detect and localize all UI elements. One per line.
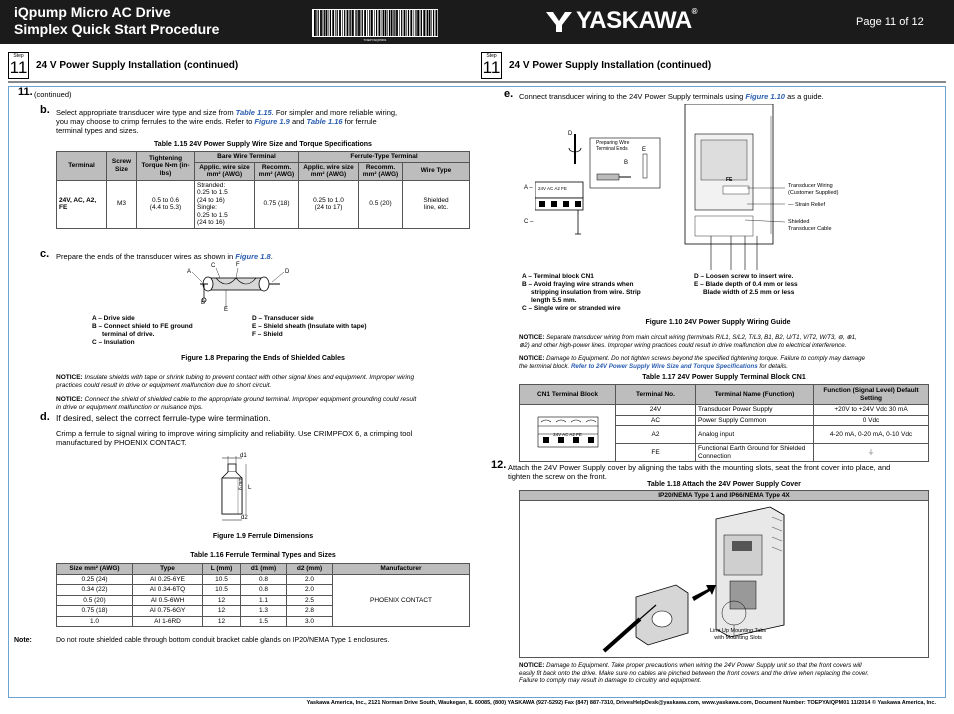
cell-torque: 0.5 to 0.6 (4.4 to 5.3) [137, 180, 195, 228]
barcode-bar [330, 10, 331, 36]
th-cn1: CN1 Terminal Block [520, 385, 616, 405]
item-11-text: (continued) [34, 90, 72, 99]
fig110-shielded-cable: Shielded Transducer Cable [788, 219, 832, 232]
fig18-label-d: D [285, 269, 290, 275]
fig18-label-e: E [224, 307, 229, 313]
figure-1-10-wiring-guide [535, 104, 805, 272]
barcode-bar [423, 10, 425, 36]
divider [8, 81, 946, 83]
cell-applic-ferrule: 0.25 to 1.0 (24 to 17) [299, 180, 359, 228]
th-type: Type [133, 564, 203, 575]
barcode-bar [385, 10, 387, 36]
th-applic-ferrule: Applic. wire size mm² (AWG) [299, 162, 359, 180]
barcode-bar [344, 10, 345, 36]
table-row: 0.34 (22) AI 0.34-6TQ 10.5 0.8 2.0 [57, 585, 470, 596]
th-d1: d1 (mm) [241, 564, 287, 575]
barcode-bar [326, 10, 328, 36]
th-ferrule: Ferrule-Type Terminal [299, 152, 470, 163]
step-title-left: 24 V Power Supply Installation (continued) [36, 60, 239, 71]
th-function: Function (Signal Level) Default Setting [814, 385, 929, 405]
fig18-legend-right: D – Transducer side E – Shield sheath (Insulate with tape) F – Shield [252, 315, 367, 338]
table-1-15-caption: Table 1.15 24V Power Supply Wire Size and Torque Specifications [154, 141, 372, 148]
barcode-bar [393, 10, 394, 36]
barcode-bar [431, 10, 432, 36]
th-wiretype: Wire Type [403, 162, 470, 180]
fig18-label-a: A [187, 269, 192, 275]
th-terminal: Terminal [57, 152, 107, 181]
ground-icon: ⏚ [814, 444, 929, 462]
table-1-18 [519, 490, 929, 658]
barcode-bar [396, 10, 398, 36]
barcode-bar [361, 10, 362, 36]
notice-4: NOTICE: Damage to Equipment. Do not tighten screws beyond the specified tightening torque. Failure to comply may damage the terminal block. Refer to 24V Power Supply Wire Size and Torque Specifications for details. [519, 355, 865, 370]
barcode-bar [369, 10, 370, 36]
step-e-line: Connect transducer wiring to the 24V Power Supply terminals using Figure 1.10 as a guide. [519, 92, 824, 101]
t18-callout-label: Line Up Mounting Tabs with Mounting Slots [710, 628, 767, 641]
fig110-label-d: D [568, 131, 573, 137]
step-d-letter: d. [40, 411, 50, 423]
cell-applic: Stranded: 0.25 to 1.5 (24 to 16) Single: 0.25 to 1.5 (24 to 16) [195, 180, 255, 228]
fig110-label-e: E [642, 147, 647, 153]
step-number: 11 [482, 58, 501, 77]
step-number: 11 [9, 58, 28, 77]
step-box-right [481, 52, 502, 79]
notice-1: NOTICE: Insulate shields with tape or shrink tubing to prevent contact with other signal lines and equipment. Improper wiring practices could result in drive or equipment malfunction due to short circuit. [56, 374, 415, 389]
figure-1-8-caption: Figure 1.8 Preparing the Ends of Shielded Cables [181, 355, 345, 362]
barcode-bar [427, 10, 428, 36]
table-1-16 [56, 563, 470, 627]
barcode-bar [358, 10, 360, 36]
fig110-label-b: B [624, 160, 629, 166]
table-row: 0.5 (20) AI 0.5-6WH 12 1.1 2.5 [57, 595, 470, 606]
table-row: 24V AC A2 FE 24V Transducer Power Supply +20V to +24V Vdc 30 mA [520, 405, 929, 416]
barcode-bar [367, 10, 368, 36]
barcode-bar [389, 10, 390, 36]
barcode-bar [314, 10, 316, 36]
page-footer: Yaskawa America, Inc., 2121 Norman Drive South, Waukegan, IL 60085, (800) YASKAWA (927-5292) Fax (847) 887-7310, DrivesHelpDesk@yaskawa.com, www.yaskawa.com, Document Number: TOEPYAIQPM01 11/2014 © Yaskawa America, Inc. [306, 700, 936, 706]
th-manufacturer: Manufacturer [333, 564, 470, 575]
th-applic: Applic. wire size mm² (AWG) [195, 162, 255, 180]
barcode-bar [415, 10, 416, 36]
barcode-text: TOEPYAIQPM01 [363, 38, 387, 42]
barcode-bar [406, 10, 407, 36]
barcode-bar [356, 10, 357, 36]
logo-text: YASKAWA [576, 7, 692, 34]
yaskawa-logo [546, 7, 697, 35]
step-b-line3: terminal types and sizes. [56, 126, 139, 135]
barcode-bar [421, 10, 422, 36]
barcode-bar [320, 10, 322, 36]
barcode-bar [379, 10, 381, 36]
fig110-fe-label: FE [726, 177, 733, 183]
barcode-bar [337, 10, 338, 36]
barcode-bar [420, 10, 421, 36]
fig110-legend-right: D – Loosen screw to insert wire. E – Blade depth of 0.4 mm or less Blade width of 2.5 mm or less [694, 273, 798, 296]
barcode-bar [324, 10, 325, 36]
step-title-right: 24 V Power Supply Installation (continued) [509, 60, 712, 71]
barcode [312, 9, 438, 37]
step-b-line1: Select appropriate transducer wire type and size from Table 1.15. For simpler and more reliable wiring, [56, 108, 398, 117]
table-row: 1.0 AI 1-6RD 12 1.5 3.0 [57, 616, 470, 627]
th-recomm-ferrule: Recomm. mm² (AWG) [359, 162, 403, 180]
cell-recomm-ferrule: 0.5 (20) [359, 180, 403, 228]
th-torque: Tightening Torque N•m (in-lbs) [137, 152, 195, 181]
th-screw: Screw Size [107, 152, 137, 181]
barcode-bar [414, 10, 415, 36]
barcode-bar [417, 10, 419, 36]
table-row: AC Power Supply Common 0 Vdc [520, 415, 929, 426]
step-e-letter: e. [504, 88, 514, 100]
step-d-para: Crimp a ferrule to signal wiring to improve wiring simplicity and reliability. Use CRIMPFOX 6, a crimping tool manufactured by PHOENIX CONTACT. [56, 429, 413, 447]
fig18-label-b: B [201, 300, 206, 306]
barcode-bar [408, 10, 409, 36]
notice-5: NOTICE: Damage to Equipment. Take proper precautions when wiring the 24V Power Supply unit so that the front covers will easily fit back onto the drive. Make sure no cables are pinched between the front covers and the drive when replacing the cover. Failure to comply may result in damage to circuitry and equipment. [519, 662, 869, 684]
th-terminal-name: Terminal Name (Function) [696, 385, 814, 405]
fig19-d1-label: d1 [240, 453, 247, 459]
table-row: A2 Analog input 4-20 mA, 0-20 mA, 0-10 Vdc [520, 426, 929, 444]
step-box-left [8, 52, 29, 79]
fig110-terminals: 24V AC A2 FE [538, 186, 567, 191]
step-b-line2: you may choose to crimp ferrules to the wire ends. Refer to Figure 1.9 and Table 1.16 for ferrule [56, 117, 377, 126]
figure-1-9-link[interactable]: Figure 1.9 [254, 117, 290, 126]
barcode-bar [318, 10, 319, 36]
barcode-bar [391, 10, 393, 36]
fig110-strain-relief: — Strain Relief [788, 202, 825, 208]
barcode-bar [316, 10, 317, 36]
fig110-transducer-wiring: Transducer Wiring (Customer Supplied) [788, 183, 839, 196]
cell-screw: M3 [107, 180, 137, 228]
torque-spec-link[interactable]: Refer to 24V Power Supply Wire Size and Torque Specifications [570, 362, 758, 370]
fig19-L-label: L [248, 485, 252, 491]
table-row: FE Functional Earth Ground for Shielded Connection ⏚ [520, 444, 929, 462]
t18-header: IP20/NEMA Type 1 and IP66/NEMA Type 4X [520, 491, 928, 501]
table-row: 0.25 (24) AI 0.25-6YE 10.5 0.8 2.0 PHOENIX CONTACT [57, 574, 470, 585]
barcode-bar [332, 10, 334, 36]
step-d-text: If desired, select the correct ferrule-type wire termination. [56, 413, 271, 423]
doc-title-line1: iQpump Micro AC Drive [14, 4, 171, 20]
barcode-bar [436, 10, 438, 36]
fig110-label-a: A – [524, 185, 533, 191]
step-label: Step [486, 53, 497, 59]
barcode-bar [352, 10, 354, 36]
barcode-bar [342, 10, 343, 36]
fig18-legend-left: A – Drive side B – Connect shield to FE ground terminal of drive. C – Insulation [92, 315, 193, 346]
table-1-18-caption: Table 1.18 Attach the 24V Power Supply Cover [647, 481, 801, 488]
figure-1-8-link[interactable]: Figure 1.8 [235, 252, 271, 261]
step-c-letter: c. [40, 248, 50, 260]
barcode-bar [399, 10, 400, 36]
barcode-bar [429, 10, 431, 36]
fig19-6mm-label: 6 mm [238, 477, 244, 490]
barcode-bar [383, 10, 384, 36]
barcode-bar [371, 10, 373, 36]
barcode-bar [347, 10, 349, 36]
cell-recomm: 0.75 (18) [255, 180, 299, 228]
cell-wiretype: Shielded line, etc. [403, 180, 470, 228]
barcode-bar [374, 10, 375, 36]
barcode-bar [410, 10, 412, 36]
figure-1-9-caption: Figure 1.9 Ferrule Dimensions [212, 533, 314, 540]
fig18-label-f: F [236, 262, 240, 268]
barcode-bar [364, 10, 366, 36]
th-d2: d2 (mm) [287, 564, 333, 575]
th-terminal-no: Terminal No. [616, 385, 696, 405]
table-1-16-caption: Table 1.16 Ferrule Terminal Types and Sizes [190, 552, 336, 559]
logo-registered: ® [691, 7, 698, 16]
barcode-bar [387, 10, 388, 36]
figure-1-10-caption: Figure 1.10 24V Power Supply Wiring Guide [645, 319, 791, 326]
table-1-17-caption: Table 1.17 24V Power Supply Terminal Block CN1 [642, 374, 806, 381]
barcode-bar [350, 10, 351, 36]
item-12-text: Attach the 24V Power Supply cover by aligning the tabs with the mounting slots, seat the front cover into place, and tighten the screw on the front. [508, 463, 891, 481]
logo-mark-icon [546, 12, 572, 32]
cell-terminal: 24V, AC, A2, FE [57, 180, 107, 228]
table-row: 0.75 (18) AI 0.75-6GY 12 1.3 2.8 [57, 606, 470, 617]
barcode-bar [323, 10, 324, 36]
doc-title [14, 4, 219, 38]
notice-2: NOTICE: Connect the shield of shielded cable to the appropriate ground terminal. Improper equipment grounding could result in drive or equipment malfunction or nuisance trips. [56, 396, 417, 411]
fig19-d2-label: d2 [241, 515, 248, 521]
step-b-letter: b. [40, 104, 50, 116]
note-label: Note: [14, 637, 32, 644]
th-bare: Bare Wire Terminal [195, 152, 299, 163]
barcode-bar [349, 10, 350, 36]
barcode-bar [433, 10, 434, 36]
doc-title-line2: Simplex Quick Start Procedure [14, 21, 220, 37]
step-c-line: Prepare the ends of the transducer wires as shown in Figure 1.8. [56, 252, 273, 261]
barcode-bar [394, 10, 395, 36]
barcode-bar [426, 10, 427, 36]
step-label: Step [13, 53, 24, 59]
table-1-17 [519, 384, 929, 462]
barcode-bar [376, 10, 377, 36]
barcode-bar [355, 10, 356, 36]
item-number-12: 12. [491, 459, 507, 471]
barcode-bar [382, 10, 383, 36]
barcode-bar [404, 10, 406, 36]
fig18-label-c: C [211, 263, 216, 269]
item-number-11: 11. [18, 86, 33, 98]
table-1-16-link[interactable]: Table 1.16 [306, 117, 343, 126]
fig110-label-c: C – [524, 219, 534, 225]
fig110-prep-label: Preparing Wire Terminal Ends [596, 140, 630, 152]
th-size: Size mm² (AWG) [57, 564, 133, 575]
barcode-bar [401, 10, 402, 36]
note-text: Do not route shielded cable through bottom conduit bracket cable glands on IP20/NEMA Type 1 enclosures. [56, 637, 390, 644]
barcode-bar [335, 10, 336, 36]
figure-1-8-shielded-cable [180, 264, 296, 314]
notice-3: NOTICE: Separate transducer wiring from main circuit wiring (terminals R/L1, S/L2, T/L3, B1, B2, U/T1, V/T2, W/T3, ⊖, ⊕1, ⊕2) and other high-power lines. Improper wiring practices could result in drive malfunction due to electrical interference. [519, 334, 857, 349]
th-L: L (mm) [203, 564, 241, 575]
table-1-15 [56, 151, 470, 229]
th-recomm: Recomm. mm² (AWG) [255, 162, 299, 180]
cell-manufacturer: PHOENIX CONTACT [333, 574, 470, 627]
figure-1-10-link[interactable]: Figure 1.10 [745, 92, 785, 101]
page-number: Page 11 of 12 [856, 16, 924, 28]
barcode-bar [328, 10, 329, 36]
cn1-terminal-block-illustration: 24V AC A2 FE [520, 405, 616, 462]
barcode-bar [339, 10, 341, 36]
barcode-bar [362, 10, 363, 36]
fig110-legend-left: A – Terminal block CN1 B – Avoid fraying wire strands when stripping insulation from wire. Strip length 5.5 mm. C – Single wire or stranded wire [522, 273, 641, 312]
table-1-15-link[interactable]: Table 1.15 [235, 108, 272, 117]
